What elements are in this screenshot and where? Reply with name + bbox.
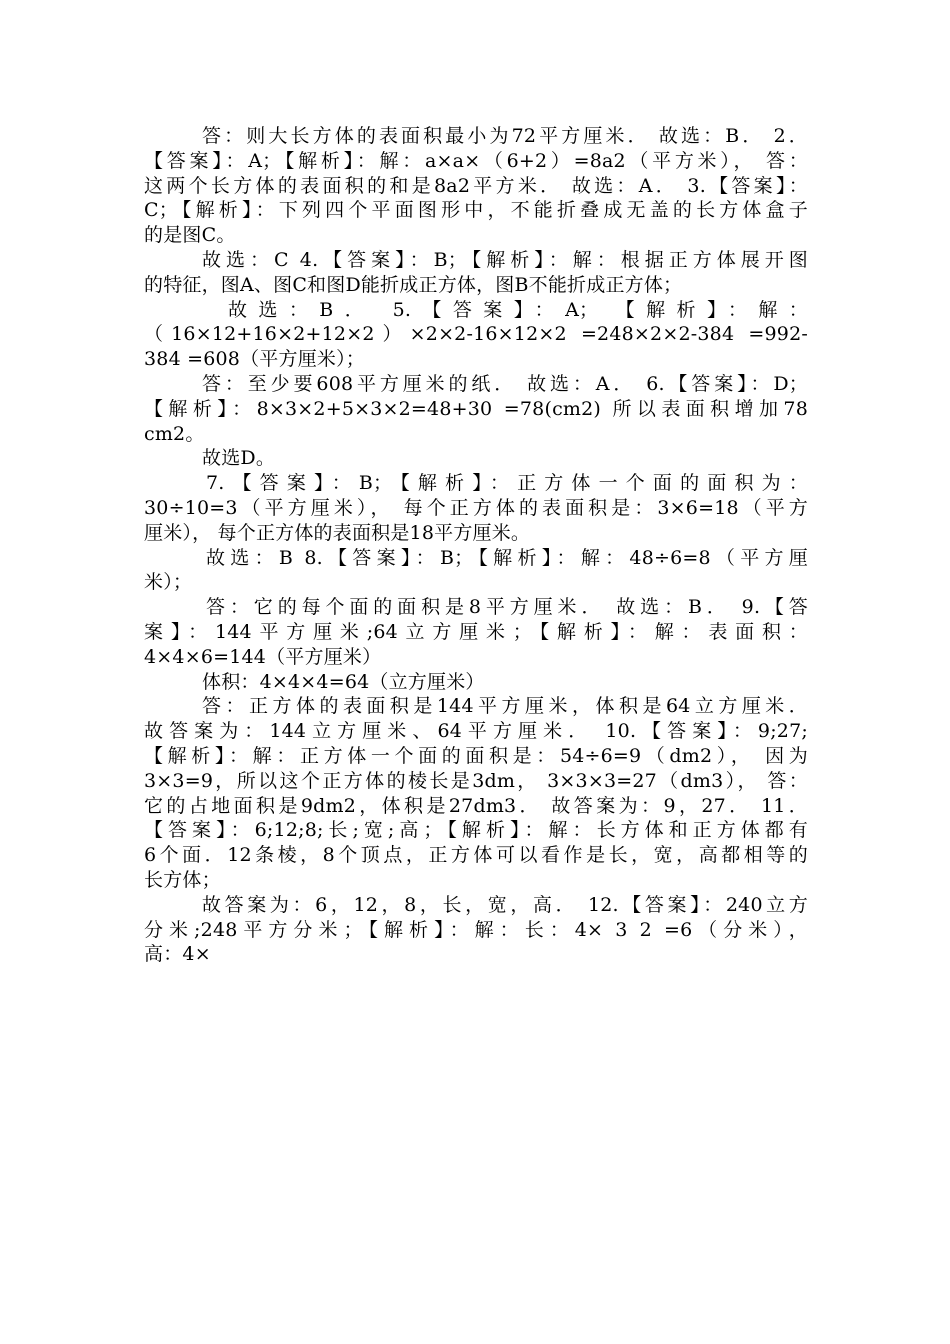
text-line: 故选：B． 5.【答案】：A； 【解析】：解： bbox=[228, 298, 808, 321]
text-line: 体积：4×4×4=64（立方厘米） bbox=[202, 670, 485, 693]
text-line: 厘米）， 每个正方体的表面积是18平方厘米。 bbox=[144, 521, 531, 544]
text-line: 故选：B 8.【答案】：B；【解析】：解：48÷6=8（平方厘 bbox=[206, 546, 808, 569]
text-line: 长方体； bbox=[144, 868, 221, 891]
text-line: 【解析】：解：正方体一个面的面积是：54÷6=9（dm2）， 因为 bbox=[144, 744, 808, 767]
text-line: 故选：C 4.【答案】：B；【解析】：解：根据正方体展开图 bbox=[202, 248, 808, 271]
text-line: 【解析】：8×3×2+5×3×2=48+30 =78(cm2) 所以表面积增加78 bbox=[144, 397, 808, 420]
text-line: 高：4× bbox=[144, 943, 211, 966]
text-line: 故答案为：6，12，8，长，宽，高． 12.【答案】：240立方 bbox=[202, 893, 808, 916]
text-line: 【答案】：6;12;8;长;宽;高；【解析】：解：长方体和正方体都有 bbox=[144, 819, 808, 842]
text-line: 384 =608（平方厘米）； bbox=[144, 348, 365, 371]
text-line: （16×12+16×2+12×2）×2×2-16×12×2 =248×2×2-384 =992- bbox=[144, 323, 808, 346]
text-line: 答：则大长方体的表面积最小为72平方厘米． 故选：B． 2． bbox=[202, 125, 808, 147]
text-line: 4×4×6=144（平方厘米） bbox=[144, 645, 382, 668]
text-line: 故选D。 bbox=[202, 447, 276, 470]
text-line: 30÷10=3（平方厘米）， 每个正方体的表面积是：3×6=18（平方 bbox=[144, 496, 808, 519]
text-line: 答：至少要608平方厘米的纸． 故选：A． 6.【答案】：D； bbox=[202, 372, 808, 395]
text-line: 分米;248平方分米；【解析】：解：长：4× 3 2 =6（分米）， bbox=[144, 918, 808, 941]
text-line: 这两个长方体的表面积的和是8a2平方米． 故选：A． 3.【答案】： bbox=[144, 174, 808, 197]
answer-text-block bbox=[144, 124, 808, 967]
text-line: 【答案】：A；【解析】：解：a×a×（6+2）=8a2（平方米）， 答： bbox=[144, 149, 808, 172]
text-line: 的特征，图A、图C和图D能折成正方体，图B不能折成正方体； bbox=[144, 273, 683, 296]
text-line: 案】：144平方厘米;64立方厘米；【解析】：解：表面积： bbox=[144, 620, 808, 643]
text-line: 它的占地面积是9dm2，体积是27dm3． 故答案为：9，27． 11． bbox=[144, 794, 808, 817]
text-line: 米）； bbox=[144, 571, 193, 594]
text-line: cm2。 bbox=[144, 422, 205, 445]
text-line: 3×3=9，所以这个正方体的棱长是3dm， 3×3×3=27（dm3）， 答： bbox=[144, 769, 808, 792]
text-line: 答：它的每个面的面积是8平方厘米． 故选：B． 9.【答 bbox=[206, 596, 808, 619]
text-line: C；【解析】：下列四个平面图形中，不能折叠成无盖的长方体盒子 bbox=[144, 199, 808, 222]
text-line: 6个面．12条棱，8个顶点，正方体可以看作是长，宽，高都相等的 bbox=[144, 844, 808, 867]
text-line: 的是图C。 bbox=[144, 224, 236, 247]
text-line: 答：正方体的表面积是144平方厘米，体积是64立方厘米． bbox=[202, 695, 808, 718]
text-line: 故答案为：144立方厘米、64平方厘米． 10.【答案】：9;27; bbox=[144, 720, 808, 743]
text-line: 7.【答案】：B；【解析】：正方体一个面的面积为： bbox=[206, 472, 808, 495]
